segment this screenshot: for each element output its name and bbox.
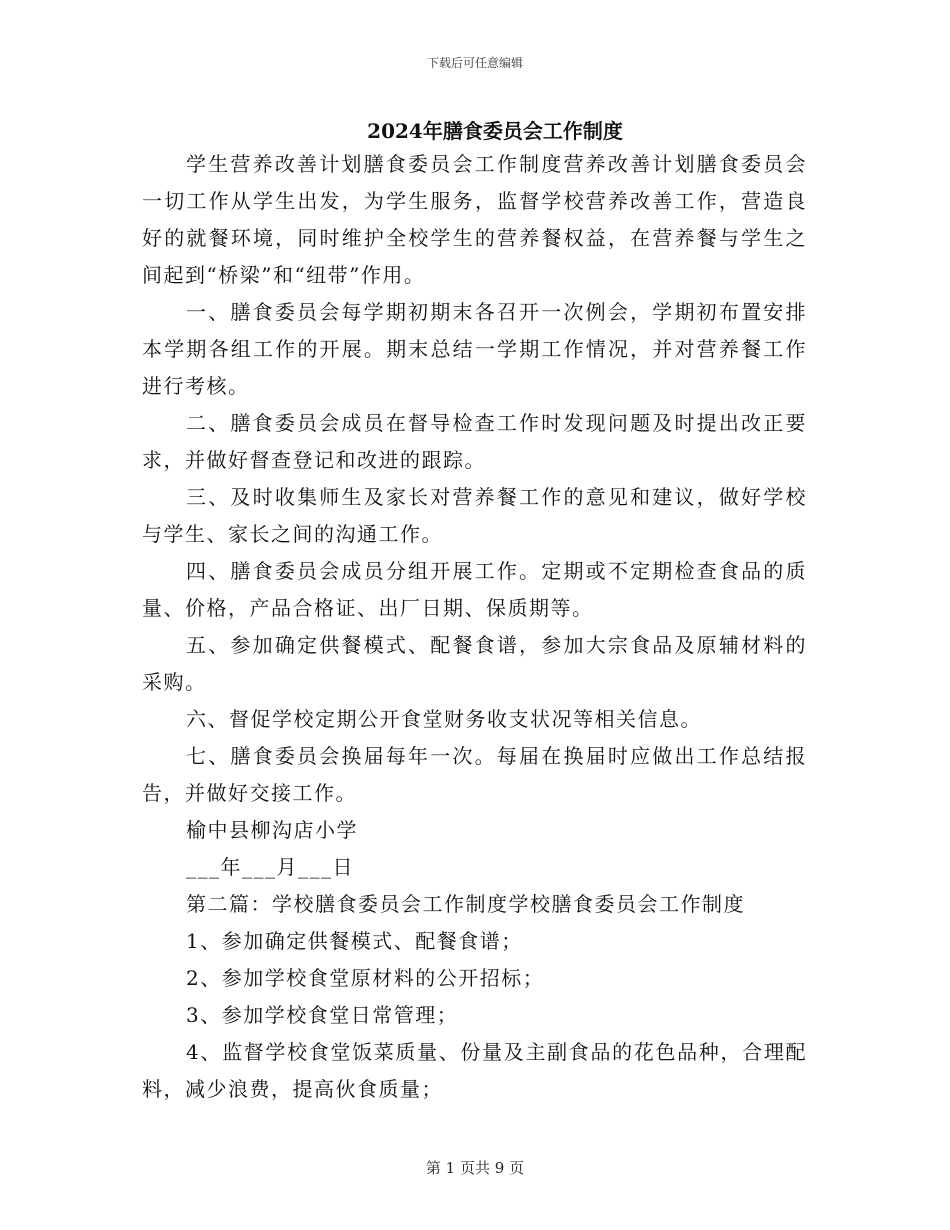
- paragraph-item-3: 三、及时收集师生及家长对营养餐工作的意见和建议，做好学校与学生、家长之间的沟通工作。: [142, 485, 807, 546]
- date-line: ___年___月___日: [186, 855, 354, 879]
- section-two-heading: 第二篇：学校膳食委员会工作制度学校膳食委员会工作制度: [186, 892, 745, 916]
- paragraph-item-6: 六、督促学校定期公开食堂财务收支状况等相关信息。: [186, 707, 702, 731]
- document-title: 2024年膳食委员会工作制度: [367, 119, 623, 143]
- paragraph-item-2: 二、膳食委员会成员在督导检查工作时发现问题及时提出改正要求，并做好督查登记和改进的跟踪。: [142, 411, 807, 472]
- list-item-4: 4、监督学校食堂饭菜质量、份量及主副食品的花色品种，合理配料，减少浪费，提高伙食质量；: [142, 1040, 807, 1101]
- paragraph-item-5: 五、参加确定供餐模式、配餐食谱，参加大宗食品及原辅材料的采购。: [142, 633, 807, 694]
- list-item-2: 2、参加学校食堂原材料的公开招标；: [186, 966, 545, 990]
- paragraph-intro: 学生营养改善计划膳食委员会工作制度营养改善计划膳食委员会一切工作从学生出发，为学生服务，监督学校营养改善工作，营造良好的就餐环境，同时维护全校学生的营养餐权益，在营养餐与学生之间起到“桥梁”和“纽带”作用。: [142, 152, 807, 287]
- list-item-3: 3、参加学校食堂日常管理；: [186, 1003, 459, 1027]
- paragraph-item-1: 一、膳食委员会每学期初期末各召开一次例会，学期初布置安排本学期各组工作的开展。期末总结一学期工作情况，并对营养餐工作进行考核。: [142, 300, 807, 398]
- paragraph-item-7: 七、膳食委员会换届每年一次。每届在换届时应做出工作总结报告，并做好交接工作。: [142, 744, 807, 805]
- list-item-1: 1、参加确定供餐模式、配餐食谱；: [186, 929, 523, 953]
- school-name: 榆中县柳沟店小学: [186, 818, 358, 842]
- page-footer: 第 1 页共 9 页: [425, 1159, 525, 1177]
- paragraph-item-4: 四、膳食委员会成员分组开展工作。定期或不定期检查食品的质量、价格，产品合格证、出厂日期、保质期等。: [142, 559, 807, 620]
- document-body: [142, 146, 807, 1108]
- header-note: 下载后可任意编辑: [426, 56, 523, 70]
